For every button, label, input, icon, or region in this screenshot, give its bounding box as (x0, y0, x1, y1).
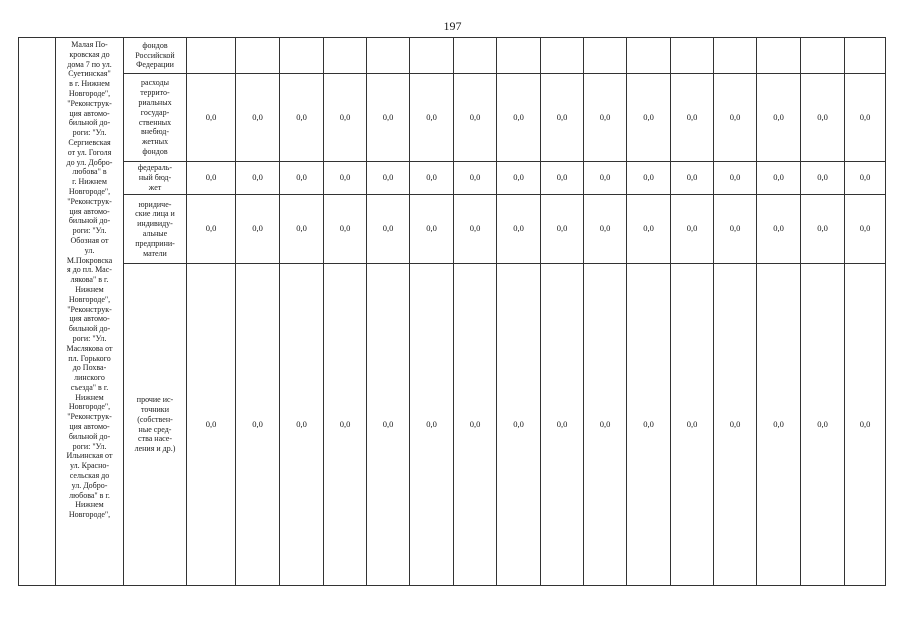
value-cell: 0,0 (410, 74, 454, 162)
value-cell (324, 38, 367, 74)
value-cell (801, 38, 845, 74)
value-cell: 0,0 (367, 74, 410, 162)
table-row (19, 264, 886, 586)
value-cell: 0,0 (497, 195, 541, 264)
value-cell: 0,0 (714, 162, 757, 195)
value-cell: 0,0 (845, 264, 886, 586)
value-cell (187, 38, 236, 74)
table-row (19, 195, 886, 264)
table-row (19, 74, 886, 162)
value-cell: 0,0 (497, 74, 541, 162)
value-cell (410, 38, 454, 74)
value-cell: 0,0 (367, 162, 410, 195)
value-cell: 0,0 (671, 162, 714, 195)
value-cell (671, 38, 714, 74)
value-cell (367, 38, 410, 74)
value-cell: 0,0 (236, 162, 280, 195)
funding-source-cell: федераль- ный бюд- жет (124, 162, 187, 195)
value-cell: 0,0 (410, 264, 454, 586)
value-cell: 0,0 (801, 74, 845, 162)
value-cell: 0,0 (671, 264, 714, 586)
object-description-cell: Малая По- кровская до дома 7 по ул. Суетинская" в г. Нижнем Новгороде", "Реконструк- ция автомо- бильной до- роги: "Ул. Сергиевская от ул. Гоголя до ул. Добро- любова" в г. Нижнем Новгороде", "Реконструк- ция автомо- бильной до- роги: "Ул. Обозная от ул. М.Покровска я до пл. Мас- лякова" в г. Нижнем Новгороде", "Реконструк- ция автомо- бильной до- роги: "Ул. Маслякова от пл. Горького до Похва- линского съезда" в г. Нижнем Новгороде", "Реконструк- ция автомо- бильной до- роги: "Ул. Ильинская от ул. Красно- сельская до ул. Добро- любова" в г. Нижнем Новгороде", (56, 38, 124, 586)
value-cell: 0,0 (584, 264, 627, 586)
value-cell: 0,0 (324, 74, 367, 162)
value-cell: 0,0 (280, 162, 324, 195)
value-cell: 0,0 (187, 195, 236, 264)
value-cell: 0,0 (584, 74, 627, 162)
page-number: 197 (443, 19, 462, 33)
value-cell: 0,0 (454, 162, 497, 195)
value-cell (714, 38, 757, 74)
funding-source-cell: юридиче- ские лица и индивиду- альные предприни- матели (124, 195, 187, 264)
value-cell: 0,0 (584, 195, 627, 264)
table-row (19, 38, 886, 74)
value-cell: 0,0 (187, 162, 236, 195)
value-cell: 0,0 (324, 264, 367, 586)
value-cell: 0,0 (497, 162, 541, 195)
funding-source-cell: расходы террито- риальных государ- ственных внебюд- жетных фондов (124, 74, 187, 162)
value-cell: 0,0 (324, 195, 367, 264)
value-cell: 0,0 (280, 74, 324, 162)
value-cell: 0,0 (187, 264, 236, 586)
value-cell: 0,0 (757, 74, 801, 162)
value-cell: 0,0 (541, 195, 584, 264)
value-cell: 0,0 (801, 195, 845, 264)
value-cell: 0,0 (410, 162, 454, 195)
value-cell: 0,0 (714, 195, 757, 264)
value-cell (236, 38, 280, 74)
value-cell: 0,0 (627, 264, 671, 586)
value-cell (280, 38, 324, 74)
value-cell: 0,0 (757, 195, 801, 264)
value-cell: 0,0 (367, 264, 410, 586)
value-cell: 0,0 (280, 264, 324, 586)
value-cell: 0,0 (757, 264, 801, 586)
table-row (19, 162, 886, 195)
value-cell: 0,0 (627, 74, 671, 162)
value-cell (845, 38, 886, 74)
value-cell: 0,0 (627, 195, 671, 264)
value-cell (541, 38, 584, 74)
value-cell (757, 38, 801, 74)
value-cell: 0,0 (671, 74, 714, 162)
value-cell: 0,0 (541, 74, 584, 162)
value-cell: 0,0 (280, 195, 324, 264)
value-cell: 0,0 (236, 264, 280, 586)
value-cell: 0,0 (187, 74, 236, 162)
value-cell: 0,0 (757, 162, 801, 195)
value-cell: 0,0 (584, 162, 627, 195)
value-cell: 0,0 (497, 264, 541, 586)
funding-source-cell: прочие ис- точники (собствен- ные сред- ства насе- ления и др.) (124, 264, 187, 586)
value-cell (627, 38, 671, 74)
value-cell: 0,0 (845, 162, 886, 195)
value-cell: 0,0 (367, 195, 410, 264)
value-cell: 0,0 (845, 74, 886, 162)
index-cell (19, 38, 56, 586)
value-cell: 0,0 (236, 74, 280, 162)
value-cell: 0,0 (324, 162, 367, 195)
value-cell (584, 38, 627, 74)
value-cell: 0,0 (671, 195, 714, 264)
value-cell: 0,0 (714, 74, 757, 162)
value-cell (454, 38, 497, 74)
budget-table (18, 37, 886, 586)
value-cell: 0,0 (410, 195, 454, 264)
value-cell: 0,0 (714, 264, 757, 586)
value-cell: 0,0 (454, 195, 497, 264)
value-cell: 0,0 (627, 162, 671, 195)
value-cell: 0,0 (801, 162, 845, 195)
value-cell (497, 38, 541, 74)
funding-source-cell: фондов Российской Федерации (124, 38, 187, 74)
value-cell: 0,0 (801, 264, 845, 586)
value-cell: 0,0 (236, 195, 280, 264)
value-cell: 0,0 (845, 195, 886, 264)
value-cell: 0,0 (541, 162, 584, 195)
value-cell: 0,0 (454, 74, 497, 162)
value-cell: 0,0 (454, 264, 497, 586)
value-cell: 0,0 (541, 264, 584, 586)
